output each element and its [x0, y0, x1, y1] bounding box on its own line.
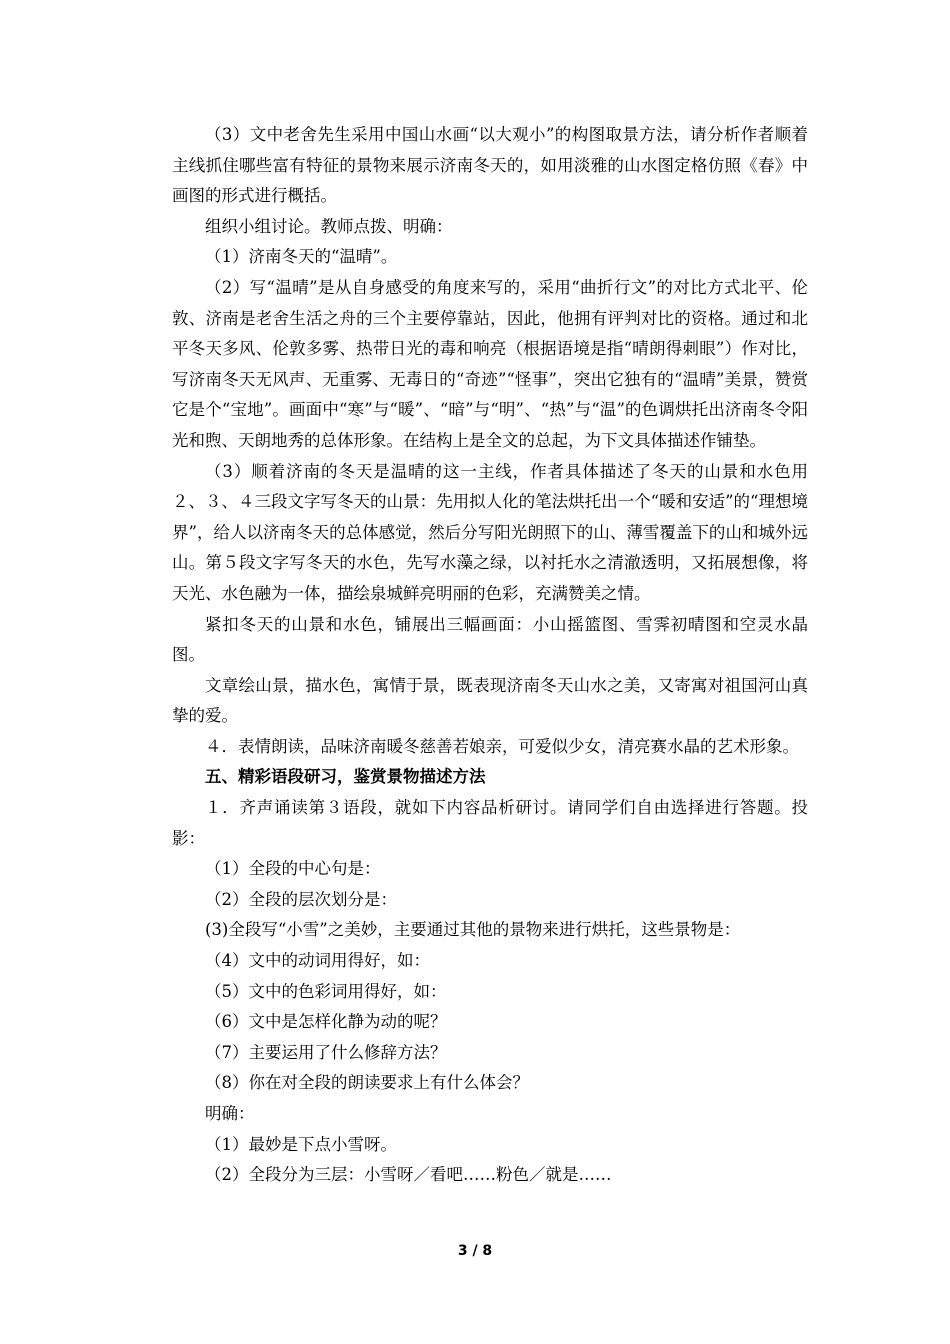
paragraph-summary: 文章绘山景，描水色，寓情于景，既表现济南冬天山水之美，又寄寓对祖国河山真挚的爱。 — [172, 675, 808, 726]
page-number: 3 / 8 — [457, 1243, 493, 1259]
paragraph-a2: （2）全段分为三层：小雪呀／看吧……粉色／就是…… — [205, 1165, 612, 1185]
paragraph-q4: （4）文中的动词用得好，如： — [205, 951, 430, 971]
document-body — [172, 120, 808, 1191]
paragraph-clarify: 明确： — [205, 1104, 255, 1123]
paragraph-a1: （1）最妙是下点小雪呀。 — [205, 1134, 397, 1154]
section-heading-5: 五、精彩语段研习，鉴赏景物描述方法 — [205, 767, 486, 787]
paragraph-reading-4: ４．表情朗读，品味济南暖冬慈善若娘亲，可爱似少女，清亮赛水晶的艺术形象。 — [205, 736, 799, 756]
paragraph-q1: （1）全段的中心句是： — [205, 859, 381, 879]
paragraph-q5: （5）文中的色彩词用得好，如： — [205, 981, 447, 1001]
paragraph-question-3: （3）文中老舍先生采用中国山水画“以大观小”的构图取景方法，请分析作者顺着主线抓住哪些富有特征的景物来展示济南冬天的，如用淡雅的山水图定格仿照《春》中画图的形式进行概括。 — [172, 125, 808, 206]
paragraph-discussion: 组织小组讨论。教师点拨、明确： — [205, 216, 453, 236]
paragraph-q3: (3)全段写“小雪”之美妙，主要通过其他的景物来进行烘托，这些景物是： — [205, 920, 741, 940]
paragraph-answer-2: （2）写“温晴”是从自身感受的角度来写的，采用“曲折行文”的对比方式北平、伦敦、济南是老舍生活之舟的三个主要停靠站，因此，他拥有评判对比的资格。通过和北平冬天多风、伦敦多雾、热带日光的毒和响亮（根据语境是指“晴朗得刺眼”）作对比，写济南冬天无风声、无重雾、无毒日的“奇迹”“怪事”，突出它独有的“温晴”美景，赞赏它是个“宝地”。画面中“寒”与“暖”、“暗”与“明”、“热”与“温”的色调烘托出济南冬令阳光和煦、天朗地秀的总体形象。在结构上是全文的总起，为下文具体描述作铺垫。 — [172, 277, 808, 450]
paragraph-answer-3: （3）顺着济南的冬天是温晴的这一主线，作者具体描述了冬天的山景和水色用２、３、４三段文字写冬天的山景：先用拟人化的笔法烘托出一个“暖和安适”的“理想境界”，给人以济南冬天的总体感觉，然后分写阳光朗照下的山、薄雪覆盖下的山和城外远山。第５段文字写冬天的水色，先写水藻之绿，以衬托水之清澈透明，又拓展想像，将天光、水色融为一体，描绘泉城鲜亮明丽的色彩，充满赞美之情。 — [172, 461, 808, 603]
paragraph-q6: （6）文中是怎样化静为动的呢？ — [205, 1012, 447, 1032]
paragraph-q2: （2）全段的层次划分是： — [205, 889, 397, 909]
paragraph-three-scenes: 紧扣冬天的山景和水色，铺展出三幅画面：小山摇篮图、雪霁初晴图和空灵水晶图。 — [172, 614, 808, 665]
paragraph-q8: （8）你在对全段的朗读要求上有什么体会？ — [205, 1073, 529, 1093]
paragraph-recite-1: １．齐声诵读第３语段，就如下内容品析研讨。请同学们自由选择进行答题。投影： — [172, 798, 808, 848]
paragraph-answer-1: （1）济南冬天的“温晴”。 — [205, 247, 398, 267]
paragraph-q7: （7）主要运用了什么修辞方法？ — [205, 1042, 447, 1062]
